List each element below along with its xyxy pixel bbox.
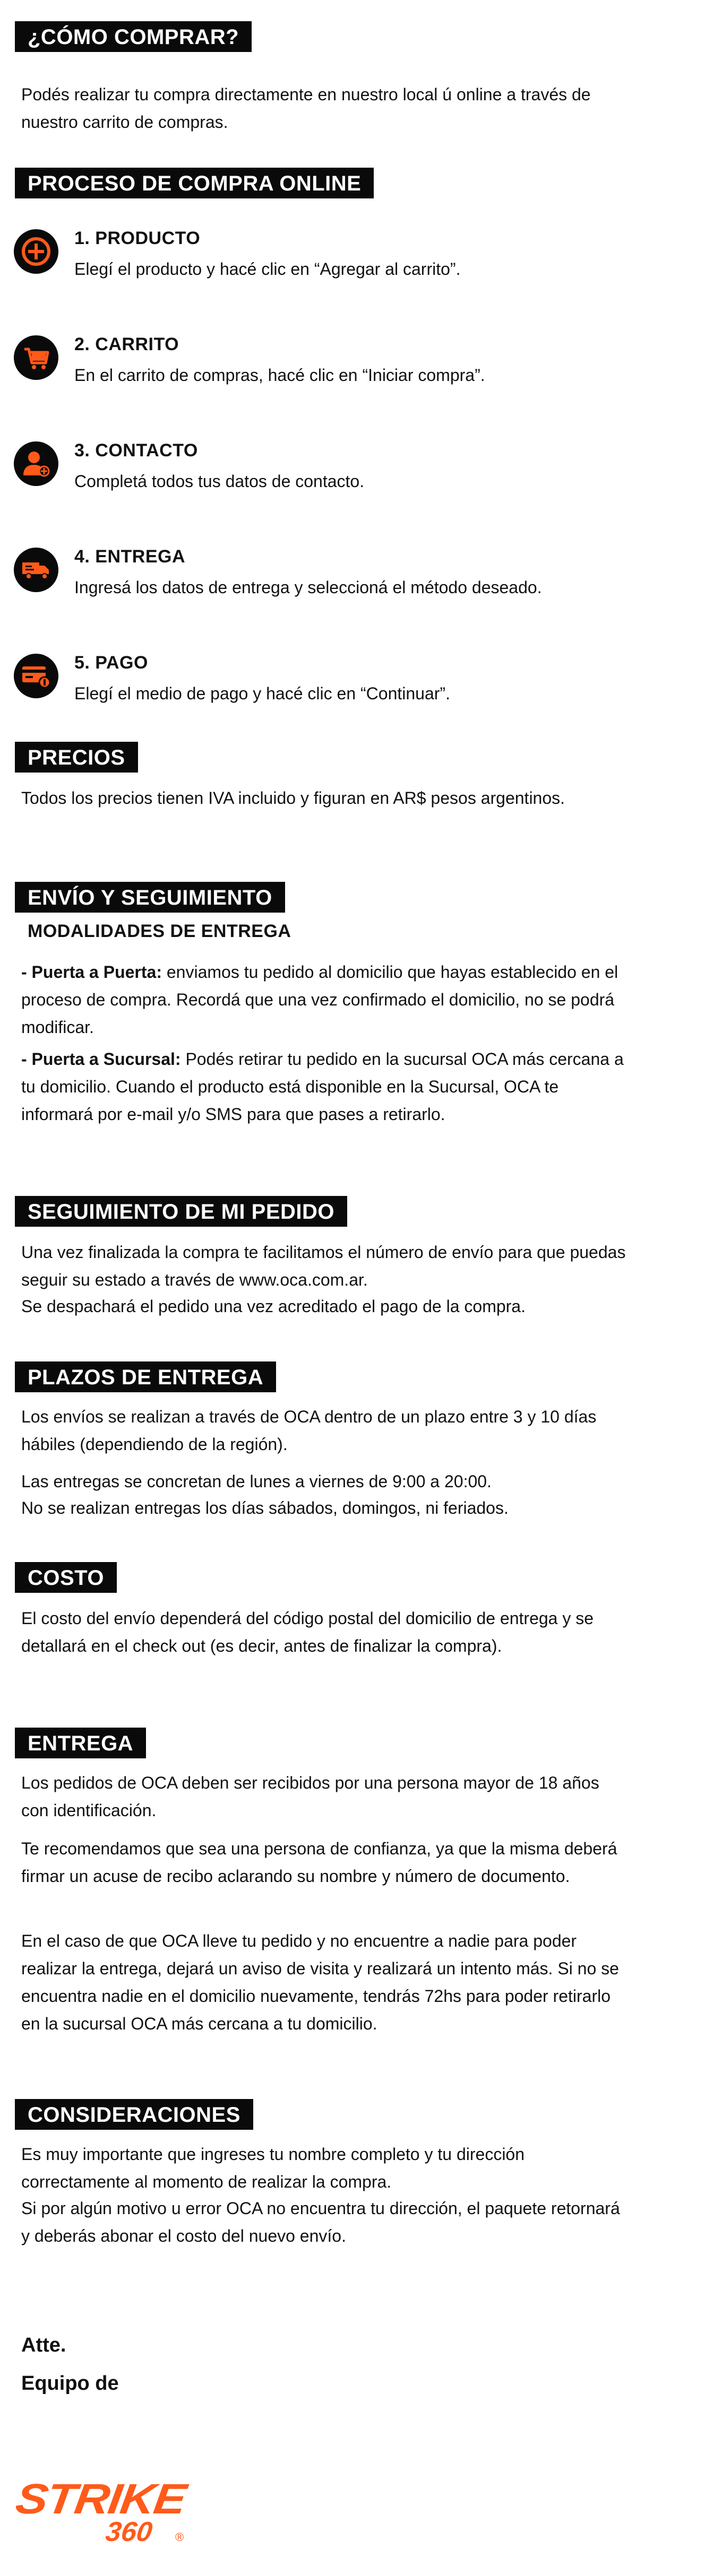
door-to-branch-label: - Puerta a Sucursal: [21,1050,181,1069]
delivery-times-text-2: Las entregas se concretan de lunes a viernes de 9:00 a 20:00. [21,1472,492,1491]
section-header-tracking: SEGUIMIENTO DE MI PEDIDO [15,1196,347,1227]
step-description: Ingresá los datos de entrega y seleccioná el método deseado. [74,578,542,597]
section-header-delivery: ENTREGA [15,1728,146,1758]
logo-word: STRIKE [16,2475,169,2523]
considerations-text-1: Es muy importante que ingreses tu nombre completo y tu dirección correctamente al momento de realizar la compra. [21,2145,525,2191]
step-delivery [14,543,704,612]
delivery-text-3: En el caso de que OCA lleve tu pedido y no encuentre a nadie para poder realizar la entrega, dejará un aviso de visita y realizará un intento más. Si no se encuentra nadie en el domicilio nuevamente, tendrás 72hs para poder retirarlo en la sucursal OCA más cercana a tu domicilio. [21,1931,619,2033]
shopping-cart-icon [14,335,58,380]
step-description: Completá todos tus datos de contacto. [74,472,365,491]
considerations-text-2: Si por algún motivo u error OCA no encuentra tu dirección, el paquete retornará y deberás abonar el costo del nuevo envío. [21,2199,620,2245]
tracking-text-2: Se despachará el pedido una vez acreditado el pago de la compra. [21,1297,526,1316]
shipping-subheader: MODALIDADES DE ENTREGA [28,921,291,941]
door-to-branch-text [21,1045,626,1128]
strike360-logo [16,2470,196,2549]
step-cart [14,331,704,400]
logo-registered-mark: ® [175,2530,184,2544]
plus-circle-icon [14,229,58,274]
user-add-icon [14,441,58,486]
delivery-times-text-3: No se realizan entregas los días sábados, domingos, ni feriados. [21,1498,509,1517]
step-title: 5. PAGO [74,653,148,673]
delivery-text-2: Te recomendamos que sea una persona de confianza, ya que la misma deberá firmar un acuse de recibo aclarando su nombre y número de documento. [21,1839,617,1886]
step-title: 4. ENTREGA [74,547,186,567]
payment-card-icon [14,654,58,698]
cost-text: El costo del envío dependerá del código postal del domicilio de entrega y se detallará en el check out (es decir, antes de finalizar la compra). [21,1609,594,1655]
section-header-how-to-buy: ¿CÓMO COMPRAR? [15,21,252,52]
step-payment [14,649,704,718]
section-header-considerations: CONSIDERACIONES [15,2099,253,2130]
section-header-online-process: PROCESO DE COMPRA ONLINE [15,168,374,198]
signature-greeting: Atte. [21,2334,66,2356]
section-header-prices: PRECIOS [15,742,138,773]
step-title: 3. CONTACTO [74,440,198,461]
step-description: En el carrito de compras, hacé clic en “Iniciar compra”. [74,366,485,385]
tracking-text-1: Una vez finalizada la compra te facilitamos el número de envío para que puedas seguir su estado a través de www.oca.com.ar. [21,1243,626,1289]
how-to-buy-text: Podés realizar tu compra directamente en nuestro local ú online a través de nuestro carrito de compras. [21,85,591,132]
step-description: Elegí el medio de pago y hacé clic en “Continuar”. [74,684,450,703]
delivery-truck-icon [14,548,58,592]
step-description: Elegí el producto y hacé clic en “Agregar al carrito”. [74,259,461,279]
door-to-door-text [21,958,626,1041]
step-title: 2. CARRITO [74,334,179,354]
logo-number: 360 [104,2517,154,2547]
door-to-door-description: enviamos tu pedido al domicilio que hayas establecido en el proceso de compra. Recordá que una vez confirmado el domicilio, no se podrá modificar. [21,962,618,1037]
step-product [14,225,704,294]
signature-team: Equipo de [21,2372,119,2395]
section-header-delivery-times: PLAZOS DE ENTREGA [15,1361,276,1392]
delivery-text-1: Los pedidos de OCA deben ser recibidos por una persona mayor de 18 años con identificación. [21,1773,599,1820]
step-title: 1. PRODUCTO [74,228,201,248]
section-header-cost: COSTO [15,1562,117,1593]
section-header-shipping: ENVÍO Y SEGUIMIENTO [15,882,285,913]
prices-text: Todos los precios tienen IVA incluido y figuran en AR$ pesos argentinos. [21,788,565,808]
door-to-door-label: - Puerta a Puerta: [21,962,162,982]
door-to-branch-description: Podés retirar tu pedido en la sucursal OCA más cercana a tu domicilio. Cuando el producto está disponible en la Sucursal, OCA te informará por e-mail y/o SMS para que pases a retirarlo. [21,1050,624,1124]
delivery-times-text-1: Los envíos se realizan a través de OCA dentro de un plazo entre 3 y 10 días hábiles (dependiendo de la región). [21,1407,597,1454]
step-contact [14,437,704,506]
